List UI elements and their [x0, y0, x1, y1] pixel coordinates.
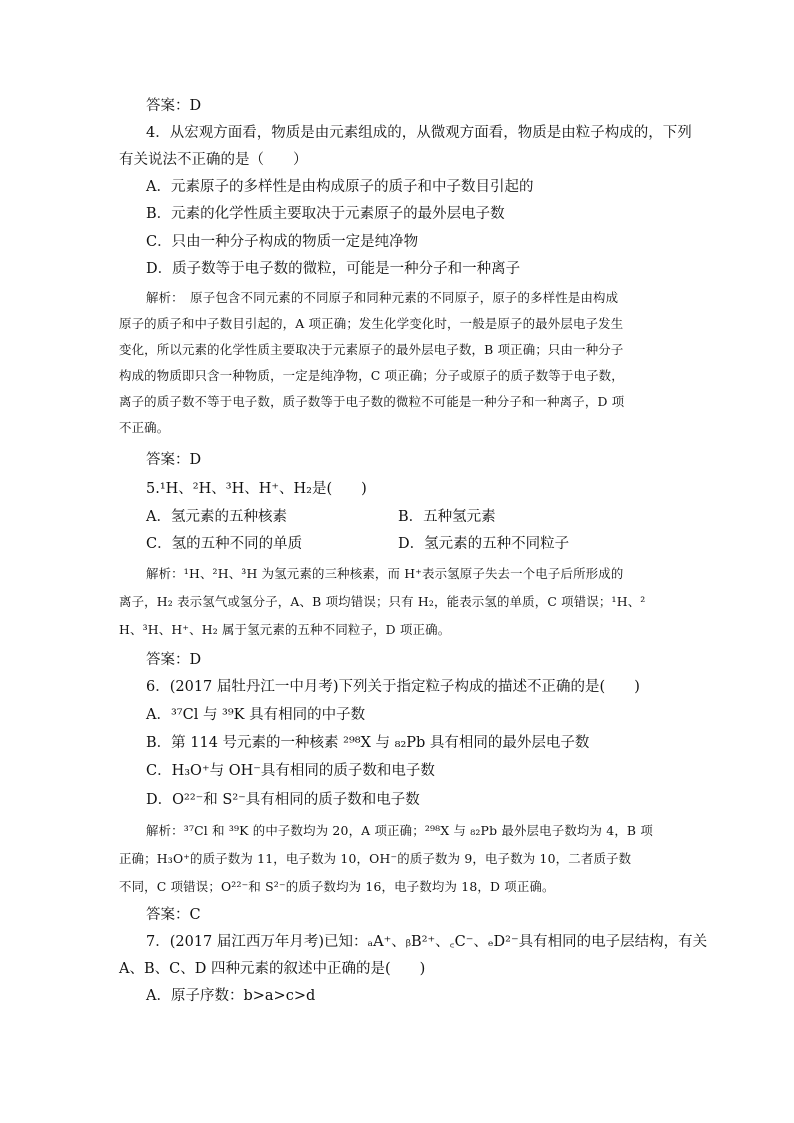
q6-explanation-line1: 解析：³⁷Cl 和 ³⁹K 的中子数均为 20，A 项正确；²⁹⁸X 与 ₈₂Pb 最外层电子数均为 4，B 项	[146, 823, 653, 838]
q6-stem: 6．(2017 届牡丹江一中月考)下列关于指定粒子构成的描述不正确的是( )	[146, 679, 640, 695]
q4-option-c: C．只由一种分子构成的物质一定是纯净物	[146, 234, 419, 250]
q7-option-a: A．原子序数：b>a>c>d	[146, 988, 316, 1004]
q4-explanation-line4: 构成的物质即只含一种物质，一定是纯净物，C 项正确；分子或原子的质子数等于电子数，	[119, 368, 624, 383]
q4-option-b: B．元素的化学性质主要取决于元素原子的最外层电子数	[146, 206, 505, 222]
q4-explanation-line1: 解析： 原子包含不同元素的不同原子和同种元素的不同原子，原子的多样性是由构成	[146, 290, 619, 305]
q6-explanation-line3: 不同，C 项错误；O²²⁻和 S²⁻的质子数均为 16，电子数均为 18，D 项正确。	[119, 879, 555, 894]
q6-explanation-line2: 正确；H₃O⁺的质子数为 11，电子数为 10，OH⁻的质子数为 9，电子数为 10，二者质子数	[119, 851, 632, 866]
answer-q6: 答案：C	[146, 907, 201, 923]
q7-stem-line2: A、B、C、D 四种元素的叙述中正确的是( )	[119, 961, 426, 977]
q4-explanation-line3: 变化，所以元素的化学性质主要取决于元素原子的最外层电子数，B 项正确；只由一种分子	[119, 342, 624, 357]
q5-option-b: B．五种氢元素	[398, 509, 496, 525]
q4-explanation-line2: 原子的质子和中子数目引起的，A 项正确；发生化学变化时，一般是原子的最外层电子发生	[119, 316, 624, 331]
q5-explanation-line2: 离子，H₂ 表示氢气或氢分子，A、B 项均错误；只有 H₂，能表示氢的单质，C 项错误；¹H、²	[119, 594, 646, 609]
q5-stem: 5.¹H、²H、³H、H⁺、H₂是( )	[146, 481, 367, 497]
q5-option-d: D．氢元素的五种不同粒子	[398, 536, 570, 552]
q6-option-d: D．O²²⁻和 S²⁻具有相同的质子数和电子数	[146, 792, 420, 808]
q4-explanation-line5: 离子的质子数不等于电子数，质子数等于电子数的微粒不可能是一种分子和一种离子，D 项	[119, 394, 625, 409]
q5-option-c: C．氢的五种不同的单质	[146, 536, 303, 552]
q5-option-a: A．氢元素的五种核素	[146, 509, 287, 525]
q6-option-c: C．H₃O⁺与 OH⁻具有相同的质子数和电子数	[146, 763, 435, 779]
q6-option-b: B．第 114 号元素的一种核素 ²⁹⁸X 与 ₈₂Pb 具有相同的最外层电子数	[146, 735, 590, 751]
q4-stem-line1: 4．从宏观方面看，物质是由元素组成的，从微观方面看，物质是由粒子构成的，下列	[146, 125, 692, 141]
q4-explanation-line6: 不正确。	[119, 420, 170, 435]
q7-stem-line1: 7．(2017 届江西万年月考)已知：ₐA⁺、ᵦB²⁺、꜀C⁻、ₑD²⁻具有相同的电子层结构，有关	[146, 934, 708, 950]
answer-q3: 答案：D	[146, 98, 202, 114]
q4-option-d: D．质子数等于电子数的微粒，可能是一种分子和一种离子	[146, 261, 521, 277]
answer-q5: 答案：D	[146, 652, 202, 668]
q4-option-a: A．元素原子的多样性是由构成原子的质子和中子数目引起的	[146, 179, 534, 195]
q4-stem-line2: 有关说法不正确的是（ ）	[119, 152, 308, 168]
q5-explanation-line3: H、³H、H⁺、H₂ 属于氢元素的五种不同粒子，D 项正确。	[119, 622, 451, 637]
q6-option-a: A．³⁷Cl 与 ³⁹K 具有相同的中子数	[146, 707, 366, 723]
q5-explanation-line1: 解析：¹H、²H、³H 为氢元素的三种核素，而 H⁺表示氢原子失去一个电子后所形成的	[146, 566, 624, 581]
answer-q4: 答案：D	[146, 452, 202, 468]
